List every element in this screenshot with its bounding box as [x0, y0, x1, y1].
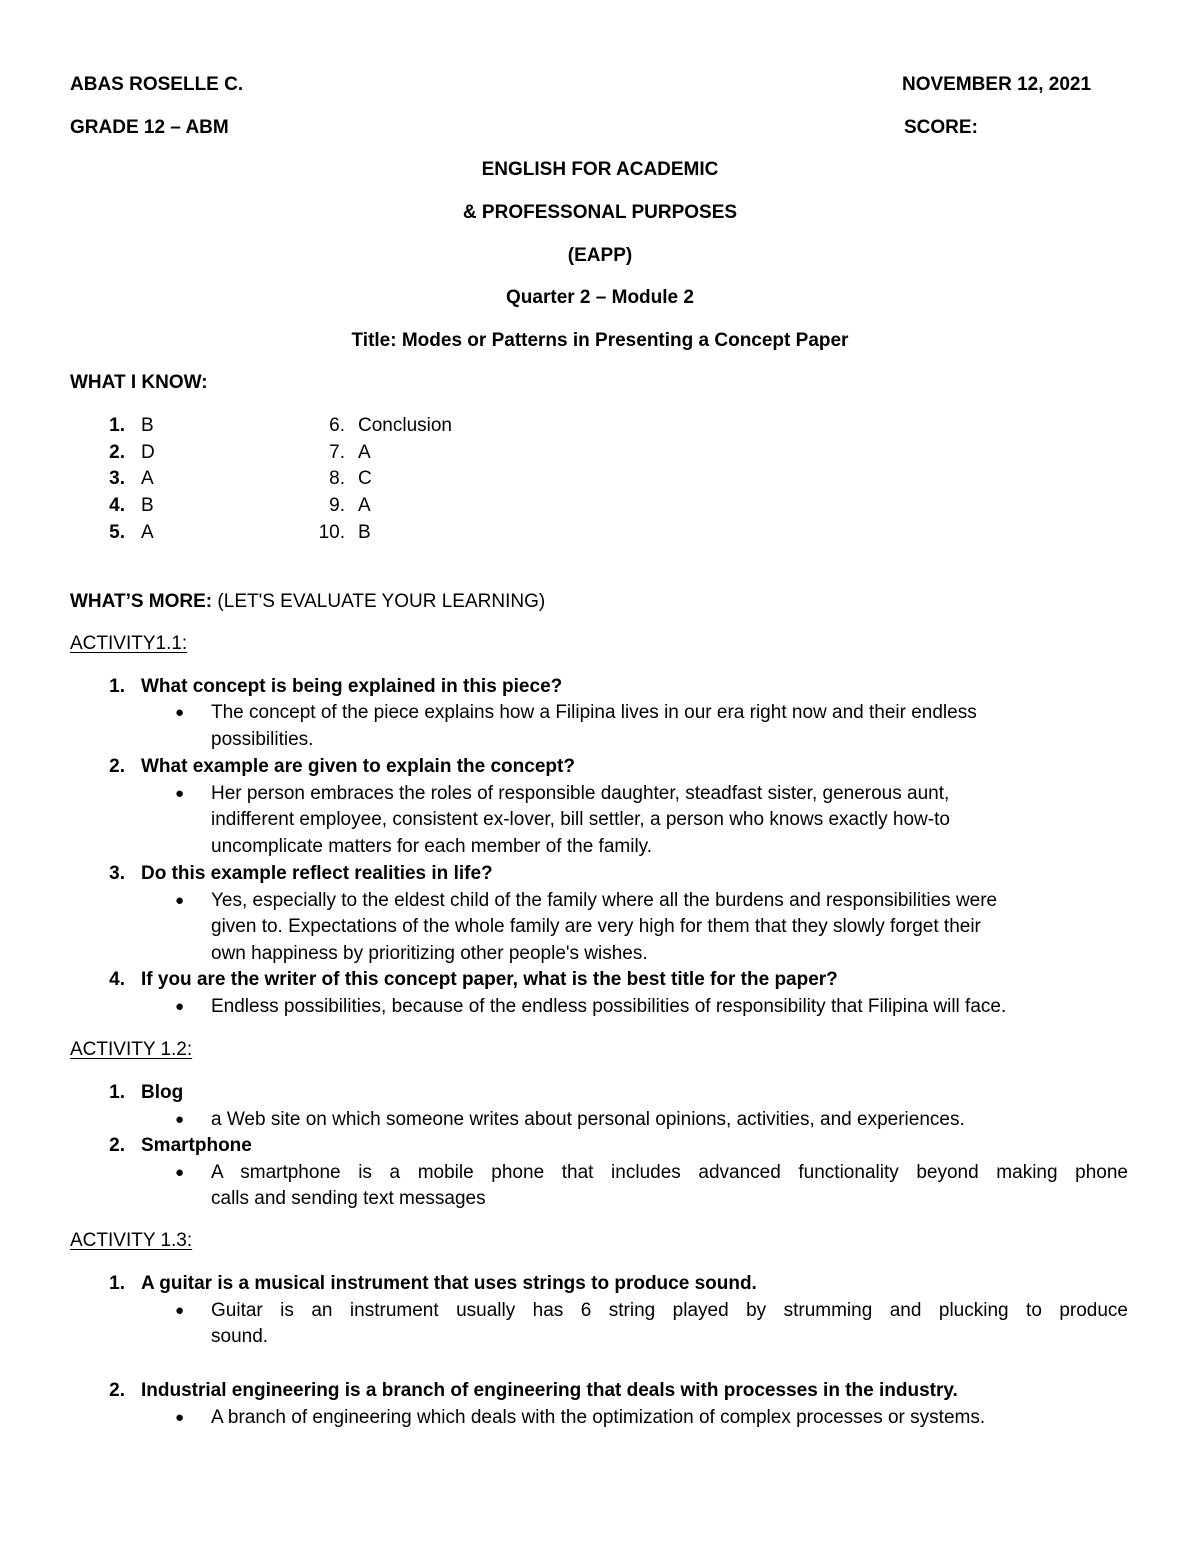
answer-value: D — [141, 442, 155, 463]
question-text: If you are the writer of this concept paper, what is the best title for the paper? — [141, 969, 838, 990]
answer-value: B — [141, 415, 154, 436]
answer-value: A — [358, 442, 371, 463]
statement-number: 2. — [109, 1380, 125, 1401]
bullet-icon: ● — [175, 785, 185, 802]
submission-date: NOVEMBER 12, 2021 — [902, 74, 1092, 95]
answer-number: 4. — [109, 495, 125, 516]
answer-line: own happiness by prioritizing other people's wishes. — [211, 943, 648, 964]
answer-number: 8. — [329, 468, 345, 489]
explanation-line: Guitar is an instrument usually has 6 string played by strumming and plucking to produce — [211, 1300, 1128, 1321]
activity-1-3-heading: ACTIVITY 1.3: — [70, 1230, 193, 1251]
bullet-icon: ● — [175, 1409, 185, 1426]
answer-number: 6. — [329, 415, 345, 436]
question-number: 1. — [109, 676, 125, 697]
student-name: ABAS ROSELLE C. — [70, 74, 244, 95]
answer-number: 2. — [109, 442, 125, 463]
explanation-line: sound. — [211, 1326, 269, 1347]
whats-more-subheading: (LET'S EVALUATE YOUR LEARNING) — [217, 591, 546, 612]
term-number: 1. — [109, 1082, 125, 1103]
question-text: Do this example reflect realities in life? — [141, 863, 493, 884]
question-number: 4. — [109, 969, 125, 990]
score-label: SCORE: — [904, 117, 978, 138]
answer-number: 9. — [329, 495, 345, 516]
term-number: 2. — [109, 1135, 125, 1156]
bullet-icon: ● — [175, 998, 185, 1015]
answer-value: Conclusion — [358, 415, 452, 436]
explanation-line: A branch of engineering which deals with the optimization of complex processes or systems. — [211, 1407, 986, 1428]
answer-line: possibilities. — [211, 729, 314, 750]
answer-line: Yes, especially to the eldest child of the family where all the burdens and responsibilities were — [211, 890, 998, 911]
term-text: Smartphone — [141, 1135, 252, 1156]
answer-line: indifferent employee, consistent ex-lover, bill settler, a person who knows exactly how-to — [211, 809, 950, 830]
answer-value: B — [358, 522, 371, 543]
quarter-module: Quarter 2 – Module 2 — [506, 287, 694, 308]
answer-value: B — [141, 495, 154, 516]
grade-section: GRADE 12 – ABM — [70, 117, 229, 138]
term-text: Blog — [141, 1082, 184, 1103]
answer-number: 1. — [109, 415, 125, 436]
answer-number: 10. — [318, 522, 345, 543]
whats-more-label: WHAT’S MORE: — [70, 591, 213, 612]
question-number: 2. — [109, 756, 125, 777]
answer-value: C — [358, 468, 372, 489]
definition-line: A smartphone is a mobile phone that includes advanced functionality beyond making phone — [211, 1162, 1128, 1183]
answer-line: uncomplicate matters for each member of the family. — [211, 836, 653, 857]
answer-line: The concept of the piece explains how a Filipina lives in our era right now and their endless — [211, 702, 977, 723]
answer-value: A — [141, 522, 154, 543]
activity-1-2-heading: ACTIVITY 1.2: — [70, 1039, 193, 1060]
bullet-icon: ● — [175, 1302, 185, 1319]
statement-number: 1. — [109, 1273, 125, 1294]
definition-line: calls and sending text messages — [211, 1188, 486, 1209]
answer-value: A — [358, 495, 371, 516]
subject-abbreviation: (EAPP) — [567, 245, 633, 266]
answer-number: 5. — [109, 522, 125, 543]
bullet-icon: ● — [175, 704, 185, 721]
answer-number: 3. — [109, 468, 125, 489]
statement-text: Industrial engineering is a branch of engineering that deals with processes in the industry. — [141, 1380, 958, 1401]
bullet-icon: ● — [175, 892, 185, 909]
bullet-icon: ● — [175, 1164, 185, 1181]
answer-value: A — [141, 468, 154, 489]
bullet-icon: ● — [175, 1111, 185, 1128]
question-text: What example are given to explain the concept? — [141, 756, 575, 777]
subject-title-line1: ENGLISH FOR ACADEMIC — [481, 159, 719, 180]
activity-1-1-heading: ACTIVITY1.1: — [70, 633, 188, 654]
lesson-title: Title: Modes or Patterns in Presenting a Concept Paper — [351, 330, 849, 351]
answer-line: Her person embraces the roles of responsible daughter, steadfast sister, generous aunt, — [211, 783, 950, 804]
whats-more-heading — [70, 592, 545, 611]
statement-text: A guitar is a musical instrument that uses strings to produce sound. — [141, 1273, 757, 1294]
answer-number: 7. — [329, 442, 345, 463]
what-i-know-heading: WHAT I KNOW: — [70, 372, 208, 393]
subject-title-line2: & PROFESSONAL PURPOSES — [462, 202, 738, 223]
question-text: What concept is being explained in this piece? — [141, 676, 563, 697]
definition-line: a Web site on which someone writes about personal opinions, activities, and experiences. — [211, 1109, 965, 1130]
question-number: 3. — [109, 863, 125, 884]
answer-line: given to. Expectations of the whole family are very high for them that they slowly forget their — [211, 916, 981, 937]
answer-line: Endless possibilities, because of the endless possibilities of responsibility that Filipina will face. — [211, 996, 1007, 1017]
